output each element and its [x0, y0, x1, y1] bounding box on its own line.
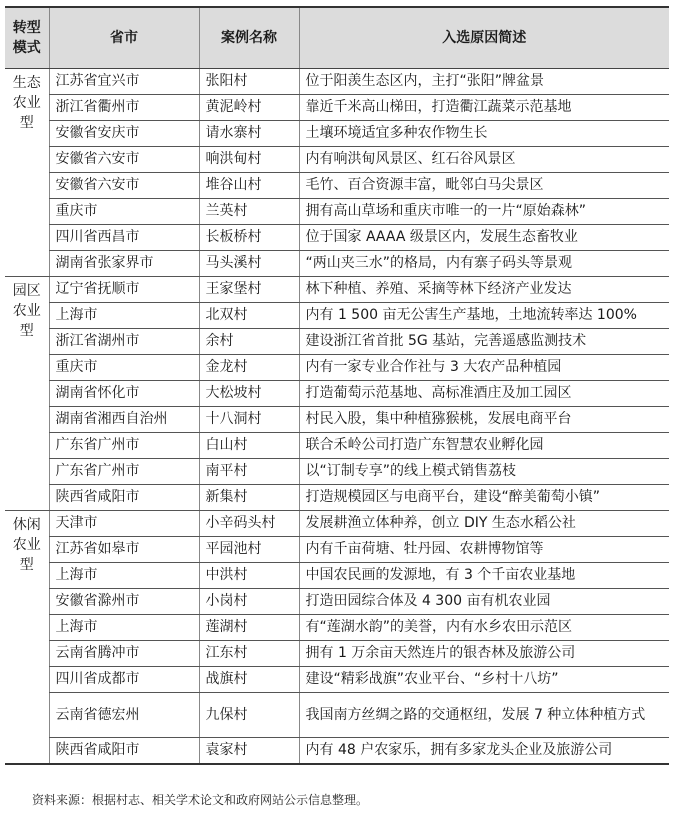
case-name-cell: 请水寨村 — [199, 121, 299, 147]
reason-cell: 内有 48 户农家乐，拥有多家龙头企业及旅游公司 — [299, 738, 669, 765]
region-cell: 重庆市 — [49, 355, 199, 381]
reason-cell: 中国农民画的发源地，有 3 个千亩农业基地 — [299, 563, 669, 589]
region-cell: 上海市 — [49, 563, 199, 589]
region-cell: 浙江省衢州市 — [49, 95, 199, 121]
header-mode: 转型模式 — [5, 7, 49, 69]
reason-cell: 内有响洪甸风景区、红石谷风景区 — [299, 147, 669, 173]
table-row — [5, 381, 669, 407]
table-row — [5, 95, 669, 121]
header-reason: 入选原因简述 — [299, 7, 669, 69]
case-name-cell: 袁家村 — [199, 738, 299, 765]
reason-cell: 建设“精彩战旗”农业平台、“乡村十八坊” — [299, 667, 669, 693]
reason-cell: 有“莲湖水韵”的美誉，内有水乡农田示范区 — [299, 615, 669, 641]
category-cell: 生态农业型 — [5, 69, 49, 277]
header-row — [5, 7, 669, 69]
case-name-cell: 马头溪村 — [199, 251, 299, 277]
reason-cell: 联合禾岭公司打造广东智慧农业孵化园 — [299, 433, 669, 459]
table-row — [5, 277, 669, 303]
case-name-cell: 大松坡村 — [199, 381, 299, 407]
reason-cell: 打造田园综合体及 4 300 亩有机农业园 — [299, 589, 669, 615]
region-cell: 天津市 — [49, 511, 199, 537]
reason-cell: 内有千亩荷塘、牡丹园、农耕博物馆等 — [299, 537, 669, 563]
region-cell: 湖南省湘西自治州 — [49, 407, 199, 433]
reason-cell: 靠近千米高山梯田，打造衢江蔬菜示范基地 — [299, 95, 669, 121]
category-cell: 园区农业型 — [5, 277, 49, 511]
reason-cell: 内有一家专业合作社与 3 大农产品种植园 — [299, 355, 669, 381]
region-cell: 江苏省如皋市 — [49, 537, 199, 563]
table-row — [5, 433, 669, 459]
reason-cell: 以“订制专享”的线上模式销售荔枝 — [299, 459, 669, 485]
region-cell: 上海市 — [49, 303, 199, 329]
region-cell: 四川省成都市 — [49, 667, 199, 693]
region-cell: 安徽省滁州市 — [49, 589, 199, 615]
region-cell: 陕西省咸阳市 — [49, 738, 199, 765]
region-cell: 浙江省湖州市 — [49, 329, 199, 355]
table-body — [5, 69, 669, 765]
region-cell: 上海市 — [49, 615, 199, 641]
case-name-cell: 王家堡村 — [199, 277, 299, 303]
table-row — [5, 537, 669, 563]
region-cell: 安徽省六安市 — [49, 147, 199, 173]
table-row — [5, 329, 669, 355]
case-table — [5, 6, 669, 765]
region-cell: 辽宁省抚顺市 — [49, 277, 199, 303]
region-cell: 陕西省咸阳市 — [49, 485, 199, 511]
case-name-cell: 平园池村 — [199, 537, 299, 563]
reason-cell: 拥有高山草场和重庆市唯一的一片“原始森林” — [299, 199, 669, 225]
region-cell: 安徽省六安市 — [49, 173, 199, 199]
table-row — [5, 69, 669, 95]
table-row — [5, 693, 669, 738]
table-row — [5, 147, 669, 173]
case-name-cell: 长板桥村 — [199, 225, 299, 251]
case-name-cell: 莲湖村 — [199, 615, 299, 641]
region-cell: 湖南省怀化市 — [49, 381, 199, 407]
case-name-cell: 九保村 — [199, 693, 299, 738]
reason-cell: 土壤环境适宜多种农作物生长 — [299, 121, 669, 147]
reason-cell: 位于阳羡生态区内，主打“张阳”牌盆景 — [299, 69, 669, 95]
header-case-name: 案例名称 — [199, 7, 299, 69]
case-name-cell: 余村 — [199, 329, 299, 355]
reason-cell: 林下种植、养殖、采摘等林下经济产业发达 — [299, 277, 669, 303]
case-name-cell: 北双村 — [199, 303, 299, 329]
table-row — [5, 667, 669, 693]
table-row — [5, 407, 669, 433]
table-row — [5, 459, 669, 485]
reason-cell: 打造规模园区与电商平台，建设“醉美葡萄小镇” — [299, 485, 669, 511]
table-row — [5, 589, 669, 615]
source-note: 资料来源：根据村志、相关学术论文和政府网站公示信息整理。 — [32, 793, 369, 807]
region-cell: 重庆市 — [49, 199, 199, 225]
table-row — [5, 511, 669, 537]
case-name-cell: 江东村 — [199, 641, 299, 667]
region-cell: 江苏省宜兴市 — [49, 69, 199, 95]
region-cell: 湖南省张家界市 — [49, 251, 199, 277]
region-cell: 云南省腾冲市 — [49, 641, 199, 667]
case-name-cell: 黄泥岭村 — [199, 95, 299, 121]
case-name-cell: 堆谷山村 — [199, 173, 299, 199]
table-row — [5, 355, 669, 381]
table-row — [5, 173, 669, 199]
reason-cell: 位于国家 AAAA 级景区内，发展生态畜牧业 — [299, 225, 669, 251]
case-name-cell: 南平村 — [199, 459, 299, 485]
table-row — [5, 199, 669, 225]
case-name-cell: 战旗村 — [199, 667, 299, 693]
table-row — [5, 738, 669, 765]
region-cell: 安徽省安庆市 — [49, 121, 199, 147]
case-name-cell: 新集村 — [199, 485, 299, 511]
table-row — [5, 485, 669, 511]
case-name-cell: 小岗村 — [199, 589, 299, 615]
case-name-cell: 兰英村 — [199, 199, 299, 225]
case-name-cell: 小辛码头村 — [199, 511, 299, 537]
region-cell: 四川省西昌市 — [49, 225, 199, 251]
case-name-cell: 张阳村 — [199, 69, 299, 95]
table-row — [5, 225, 669, 251]
category-cell: 休闲农业型 — [5, 511, 49, 765]
case-name-cell: 金龙村 — [199, 355, 299, 381]
case-name-cell: 白山村 — [199, 433, 299, 459]
reason-cell: 建设浙江省首批 5G 基站，完善遥感监测技术 — [299, 329, 669, 355]
table-row — [5, 303, 669, 329]
reason-cell: “两山夹三水”的格局，内有寨子码头等景观 — [299, 251, 669, 277]
table-row — [5, 563, 669, 589]
reason-cell: 打造葡萄示范基地、高标准酒庄及加工园区 — [299, 381, 669, 407]
region-cell: 云南省德宏州 — [49, 693, 199, 738]
table-row — [5, 615, 669, 641]
case-name-cell: 十八洞村 — [199, 407, 299, 433]
table-row — [5, 121, 669, 147]
reason-cell: 村民入股，集中种植猕猴桃，发展电商平台 — [299, 407, 669, 433]
table-row — [5, 251, 669, 277]
header-region: 省市 — [49, 7, 199, 69]
case-name-cell: 中洪村 — [199, 563, 299, 589]
reason-cell: 拥有 1 万余亩天然连片的银杏林及旅游公司 — [299, 641, 669, 667]
reason-cell: 内有 1 500 亩无公害生产基地，土地流转率达 100% — [299, 303, 669, 329]
reason-cell: 我国南方丝绸之路的交通枢纽，发展 7 种立体种植方式 — [299, 693, 669, 738]
table-row — [5, 641, 669, 667]
region-cell: 广东省广州市 — [49, 459, 199, 485]
region-cell: 广东省广州市 — [49, 433, 199, 459]
case-name-cell: 响洪甸村 — [199, 147, 299, 173]
reason-cell: 发展耕渔立体种养，创立 DIY 生态水稻公社 — [299, 511, 669, 537]
reason-cell: 毛竹、百合资源丰富，毗邻白马尖景区 — [299, 173, 669, 199]
